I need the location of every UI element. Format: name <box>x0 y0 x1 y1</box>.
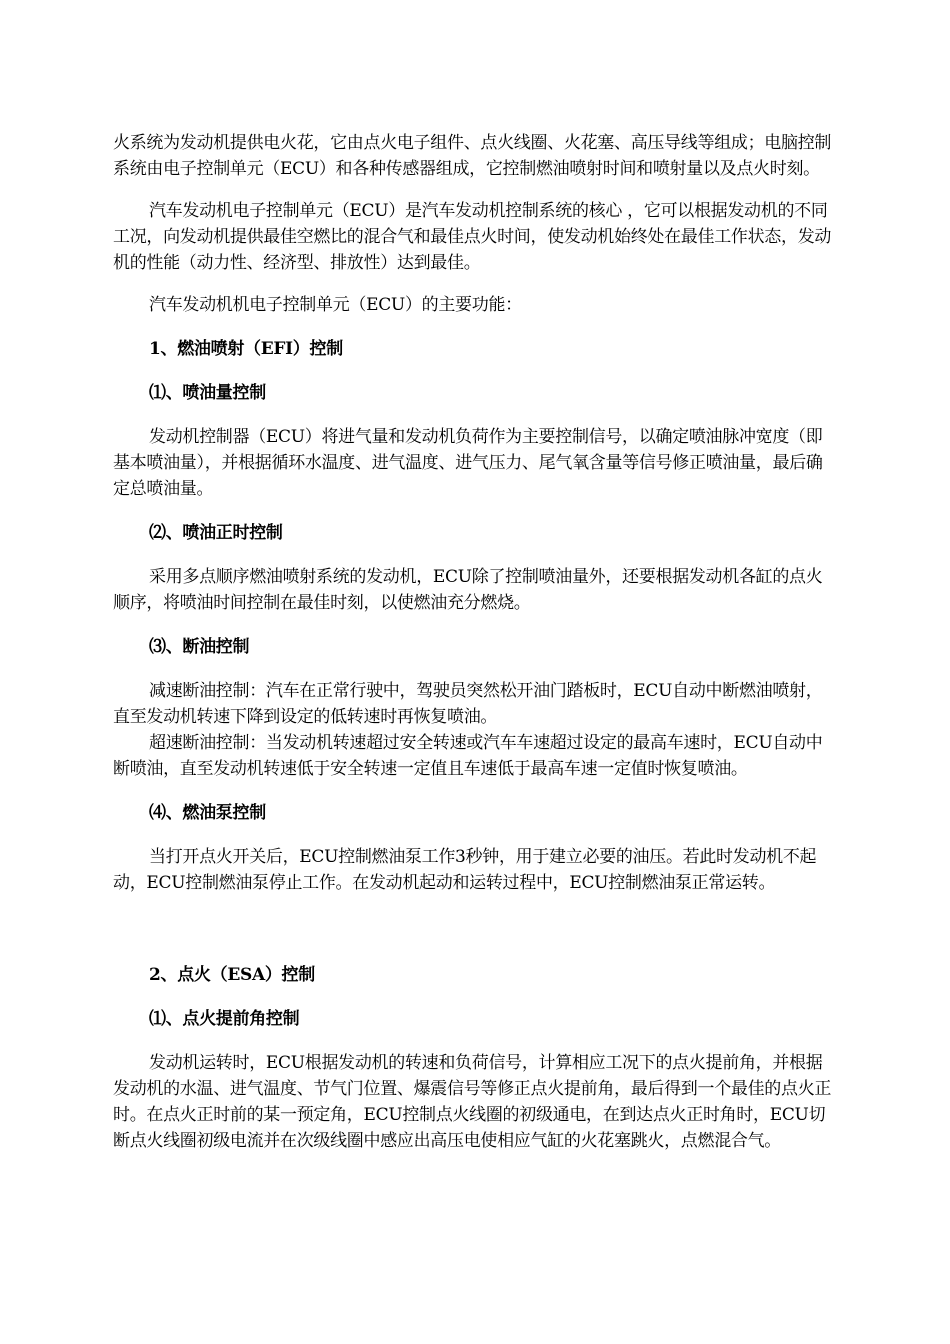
subheading-fuel-cutoff: ⑶、断油控制 <box>149 637 250 657</box>
paragraph-fuel-pump: 当打开点火开关后，ECU控制燃油泵工作3秒钟，用于建立必要的油压。若此时发动机不起动，ECU控制燃油泵停止工作。在发动机起动和运转过程中，ECU控制燃油泵正常运转。 <box>113 847 817 893</box>
subheading-fuel-pump: ⑷、燃油泵控制 <box>149 803 266 823</box>
paragraph-ignition-advance: 发动机运转时，ECU根据发动机的转速和负荷信号，计算相应工况下的点火提前角，并根据发动机的水温、进气温度、节气门位置、爆震信号等修正点火提前角，最后得到一个最佳的点火正时。在点火正时前的某一预定角，ECU控制点火线圈的初级通电，在到达点火正时角时，ECU切断点火线圈初级电流并在次级线圈中感应出高压电使相应气缸的火花塞跳火，点燃混合气。 <box>113 1053 832 1151</box>
paragraph-injection-quantity: 发动机控制器（ECU）将进气量和发动机负荷作为主要控制信号，以确定喷油脉冲宽度（即基本喷油量），并根据循环水温度、进气温度、进气压力、尾气氧含量等信号修正喷油量，最后确定总喷油量。 <box>113 427 823 499</box>
paragraph-ignition-system: 火系统为发动机提供电火花，它由点火电子组件、点火线圈、火花塞、高压导线等组成；电脑控制系统由电子控制单元（ECU）和各种传感器组成，它控制燃油喷射时间和喷射量以及点火时刻。 <box>113 133 832 179</box>
paragraph-deceleration-cutoff: 减速断油控制：汽车在正常行驶中，驾驶员突然松开油门踏板时，ECU自动中断燃油喷射，直至发动机转速下降到设定的低转速时再恢复喷油。 <box>113 681 823 727</box>
heading-ignition-control: 2、点火（ESA）控制 <box>149 965 315 985</box>
subheading-injection-timing: ⑵、喷油正时控制 <box>149 523 283 543</box>
heading-fuel-injection: 1、燃油喷射（EFI）控制 <box>149 339 343 359</box>
subheading-ignition-advance: ⑴、点火提前角控制 <box>149 1009 300 1029</box>
paragraph-injection-timing: 采用多点顺序燃油喷射系统的发动机，ECU除了控制喷油量外，还要根据发动机各缸的点火顺序，将喷油时间控制在最佳时刻，以使燃油充分燃烧。 <box>113 567 823 613</box>
paragraph-main-functions: 汽车发动机机电子控制单元（ECU）的主要功能： <box>149 295 522 315</box>
paragraph-ecu-core: 汽车发动机电子控制单元（ECU）是汽车发动机控制系统的核心 ，它可以根据发动机的不同工况，向发动机提供最佳空燃比的混合气和最佳点火时间，使发动机始终处在最佳工作状态，发动机的性能（动力性、经济型、排放性）达到最佳。 <box>113 201 832 273</box>
subheading-injection-quantity: ⑴、喷油量控制 <box>149 383 266 403</box>
document-body <box>113 130 835 1154</box>
paragraph-overspeed-cutoff: 超速断油控制：当发动机转速超过安全转速或汽车车速超过设定的最高车速时，ECU自动中断喷油，直至发动机转速低于安全转速一定值且车速低于最高车速一定值时恢复喷油。 <box>113 733 823 779</box>
